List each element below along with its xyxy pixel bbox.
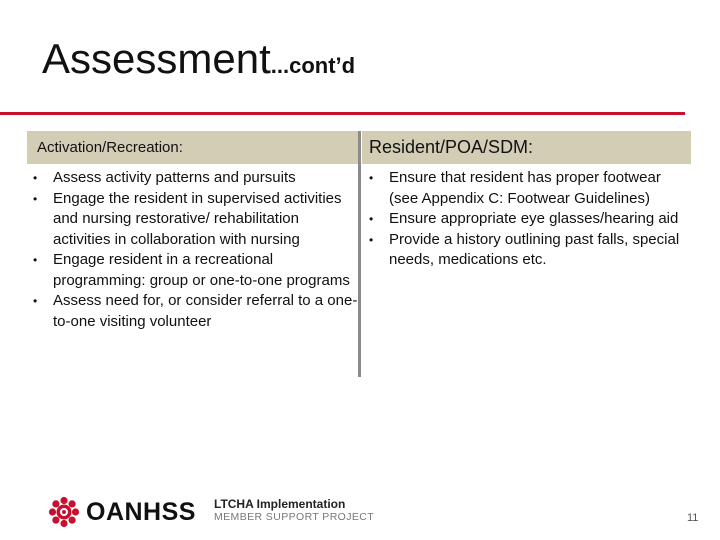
page-number: 11 xyxy=(687,512,699,524)
bullet-dot-icon: • xyxy=(33,294,38,308)
right-bullet-list xyxy=(364,168,684,271)
oanhss-flower-logo-icon xyxy=(48,496,80,528)
title-underline-rule xyxy=(0,112,685,115)
right-column-header: Resident/POA/SDM: xyxy=(362,131,691,164)
bullet-dot-icon: • xyxy=(33,253,38,267)
project-branding xyxy=(214,498,374,524)
bullet-dot-icon: • xyxy=(369,171,374,185)
bullet-item xyxy=(28,250,358,291)
bullet-dot-icon: • xyxy=(33,171,38,185)
bullet-item xyxy=(28,189,358,251)
bullet-text: Assess need for, or consider referral to a one-to-one visiting volunteer xyxy=(53,292,358,330)
bullet-text: Engage resident in a recreational programming: group or one-to-one programs xyxy=(53,251,350,289)
bullet-text: Assess activity patterns and pursuits xyxy=(53,169,296,186)
bullet-item xyxy=(28,291,358,332)
project-line-1: LTCHA Implementation xyxy=(214,497,346,511)
bullet-item xyxy=(364,209,684,230)
column-divider xyxy=(358,131,361,377)
left-column-header: Activation/Recreation: xyxy=(27,131,360,164)
bullet-item xyxy=(28,168,358,189)
bullet-item xyxy=(364,168,684,209)
bullet-text: Engage the resident in supervised activities and nursing restorative/ rehabilitation activities in collaboration with nursing xyxy=(53,189,342,248)
bullet-dot-icon: • xyxy=(369,232,374,247)
logo-text: OANHSS xyxy=(86,497,196,526)
title-suffix: ...cont’d xyxy=(270,53,356,78)
bullet-text: Ensure that resident has proper footwear (see Appendix C: Footwear Guidelines) xyxy=(389,169,661,207)
title-main: Assessment xyxy=(42,35,271,82)
project-line-2: MEMBER SUPPORT PROJECT xyxy=(214,511,375,523)
bullet-text: Provide a history outlining past falls, special needs, medications etc. xyxy=(389,230,680,268)
bullet-item xyxy=(364,230,684,271)
bullet-dot-icon: • xyxy=(369,212,374,226)
left-bullet-list xyxy=(28,168,358,332)
page-title xyxy=(42,35,356,82)
bullet-dot-icon: • xyxy=(33,191,38,206)
bullet-text: Ensure appropriate eye glasses/hearing aid xyxy=(389,210,679,227)
oanhss-logo xyxy=(48,494,196,530)
